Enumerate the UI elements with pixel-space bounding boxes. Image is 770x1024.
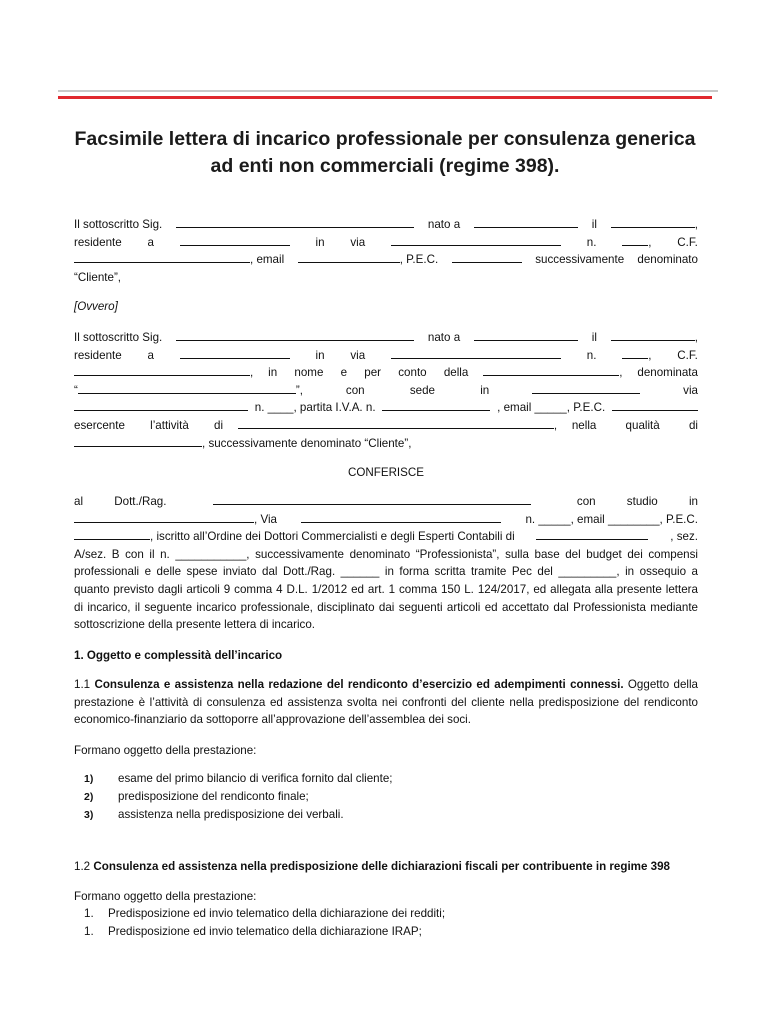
prof-line-7: di incarico, il seguente incarico professionale, disciplinato dai seguenti articoli ed accettato dal Professionista mediante <box>74 600 698 614</box>
prof-row-3 <box>74 528 698 546</box>
p11-number: 1.1 <box>74 678 91 691</box>
label-in-2: in <box>315 348 325 362</box>
list-text: predisposizione del rendiconto finale; <box>118 790 309 803</box>
label-via-4: , Via <box>254 512 277 526</box>
label-iscritto: , iscritto all’Ordine dei Dottori Commercialisti e degli Esperti Contabili di <box>150 530 515 544</box>
p12-number: 1.2 <box>74 860 91 873</box>
label-residente: residente <box>74 235 122 249</box>
list-marker: 3) <box>84 809 94 821</box>
p11-bold: Consulenza e assistenza nella redazione del rendiconto d’esercizio ed adempimenti connessi. <box>94 678 624 691</box>
label-residente-2: residente <box>74 348 122 362</box>
blank-cf-2 <box>74 365 250 376</box>
label-al-dott: al Dott./Rag. <box>74 495 167 508</box>
label-cf-2: C.F. <box>677 348 698 362</box>
title-line-1: Facsimile lettera di incarico professionale per consulenza generica <box>74 128 696 150</box>
blank-seat-street <box>74 400 248 411</box>
entity-row-7 <box>74 435 698 453</box>
label-pec: P.E.C. <box>406 253 439 267</box>
label-a: a <box>147 235 154 249</box>
blank-professional <box>213 494 531 505</box>
label-email-pec: , email _____, P.E.C. <box>497 401 606 415</box>
p11-text: Oggetto della prestazione è l’attività di consulenza ed assistenza svolta nei confronti del cliente nella predisposizione del rendiconto economico-finanziario da sottoporre all’approvazione dell’assemblea dei soci. <box>74 678 698 727</box>
list-item <box>74 806 698 824</box>
blank-seat <box>532 383 640 394</box>
list-1 <box>74 770 698 824</box>
label-via: via <box>350 235 366 249</box>
blank-residence <box>180 235 290 246</box>
label-n: n. <box>586 235 597 249</box>
label-nella-qualita: nella qualità di <box>571 418 698 432</box>
blank-birthplace <box>474 217 578 228</box>
blank-studio-street <box>301 512 501 523</box>
label-n-partita: n. ____, partita I.V.A. n. <box>254 401 376 415</box>
label-in: in <box>315 235 325 249</box>
label-cliente: “Cliente”, <box>74 270 122 284</box>
label-via-2: via <box>350 348 366 362</box>
list-text: Predisposizione ed invio telematico della dichiarazione IRAP; <box>108 925 422 938</box>
label-email: email <box>256 253 285 267</box>
blank-name <box>176 217 414 228</box>
client-row-2: residente a in via n. , C.F. <box>74 234 698 252</box>
blank-number <box>622 235 648 246</box>
blank-birthdate <box>611 217 695 228</box>
prof-line-5: professionali e delle spese inviato dal Dott./Rag. ______ in forma scritta tramite Pec del _________, in ossequio a <box>74 565 698 579</box>
conferisce-heading: CONFERISCE <box>347 466 424 479</box>
blank-entity <box>483 365 619 376</box>
paragraph-1-1 <box>74 676 698 729</box>
label-succ-denominato: successivamente denominato <box>535 253 698 267</box>
blank-ordine <box>536 529 648 540</box>
label-sottoscritto-2: Il sottoscritto Sig. <box>74 331 163 344</box>
label-n-2: n. <box>586 348 597 362</box>
title-line-2: ad enti non commerciali (regime 398). <box>210 155 560 177</box>
client-block <box>74 216 698 286</box>
label-il: il <box>591 218 597 231</box>
label-via-3: via <box>683 383 698 397</box>
blank-pec-3 <box>74 529 150 540</box>
blank-pec-2 <box>612 400 698 411</box>
entity-row-1: Il sottoscritto Sig. nato a il , <box>74 329 698 347</box>
blank-pec <box>452 252 522 263</box>
list-marker: 2) <box>84 791 94 803</box>
blank-denomination <box>78 383 296 394</box>
paragraph-1-2 <box>74 858 698 876</box>
entity-row-3: , in nome e per conto della , denominata <box>74 364 698 382</box>
client-row-3: , email , P.E.C. successivamente denominato <box>74 251 698 269</box>
label-n-email: n. _____, email ________, P.E.C. <box>525 512 698 526</box>
blank-cf <box>74 252 250 263</box>
prof-line-4: A/sez. B con il n. ___________, successivamente denominato “Professionista”, sulla base del budget dei compensi <box>74 547 698 561</box>
label-nato-a: nato a <box>427 218 461 231</box>
blank-email <box>298 252 400 263</box>
prof-line-6: quanto previsto dagli articoli 9 comma 4 D.L. 1/2012 ed art. 1 comma 150 L. 124/2017, ed allegata alla presente lettera <box>74 582 698 596</box>
section-1-heading: 1. Oggetto e complessità dell’incarico <box>74 649 283 662</box>
document-title <box>60 126 710 180</box>
entity-row-2: residente a in via n. , C.F. <box>74 347 698 365</box>
list-2 <box>74 905 698 941</box>
p12-bold: Consulenza ed assistenza nella predisposizione delle dichiarazioni fiscali per contribuente in regime 398 <box>93 860 670 873</box>
blank-birthdate-2 <box>611 330 695 341</box>
blank-role <box>74 436 202 447</box>
label-con-sede: con sede in <box>345 383 490 397</box>
client-row-1: Il sottoscritto Sig. nato a il , <box>74 216 698 234</box>
prof-row-1 <box>74 493 698 511</box>
formano-oggetto-2: Formano oggetto della prestazione: <box>74 890 257 903</box>
label-nome-conto: in nome e per conto della <box>268 366 469 380</box>
header-gray-rule <box>58 90 718 92</box>
label-succ-cliente: , successivamente denominato “Cliente”, <box>202 436 412 450</box>
blank-studio <box>74 512 254 523</box>
ovvero: [Ovvero] <box>74 300 118 313</box>
list-item <box>74 923 698 941</box>
entity-block <box>74 329 698 452</box>
professional-block <box>74 493 698 634</box>
blank-vat <box>382 400 490 411</box>
list-item <box>74 770 698 788</box>
list-item <box>74 905 698 923</box>
label-sez: , sez. <box>670 530 698 544</box>
header-red-rule <box>58 96 712 99</box>
list-text: assistenza nella predisposizione dei verbali. <box>118 808 344 821</box>
label-denominata: denominata <box>637 366 698 380</box>
label-il-2: il <box>591 331 597 344</box>
blank-number-2 <box>622 348 648 359</box>
list-text: Predisposizione ed invio telematico della dichiarazione dei redditi; <box>108 907 446 920</box>
list-marker: 1. <box>84 925 94 938</box>
blank-name-2 <box>176 330 414 341</box>
label-con-studio: con studio in <box>576 495 698 508</box>
label-a-2: a <box>147 348 154 362</box>
label-nato-a-2: nato a <box>427 331 461 344</box>
blank-activity <box>238 418 554 429</box>
blank-residence-2 <box>180 348 290 359</box>
label-esercente: esercente l’attività di <box>74 418 224 432</box>
entity-row-4: “ ”, con sede in via <box>74 382 698 400</box>
list-text: esame del primo bilancio di verifica fornito dal cliente; <box>118 772 393 785</box>
blank-birthplace-2 <box>474 330 578 341</box>
prof-row-2 <box>74 511 698 529</box>
list-marker: 1. <box>84 907 94 920</box>
list-item <box>74 788 698 806</box>
blank-street <box>391 235 561 246</box>
label-sottoscritto: Il sottoscritto Sig. <box>74 218 163 231</box>
formano-oggetto-1: Formano oggetto della prestazione: <box>74 744 257 757</box>
label-cf: C.F. <box>677 235 698 249</box>
list-marker: 1) <box>84 773 94 785</box>
blank-street-2 <box>391 348 561 359</box>
prof-line-8: sottoscrizione della presente lettera di incarico. <box>74 618 316 632</box>
entity-row-6: esercente l’attività di , nella qualità di <box>74 417 698 435</box>
entity-row-5 <box>74 399 698 417</box>
